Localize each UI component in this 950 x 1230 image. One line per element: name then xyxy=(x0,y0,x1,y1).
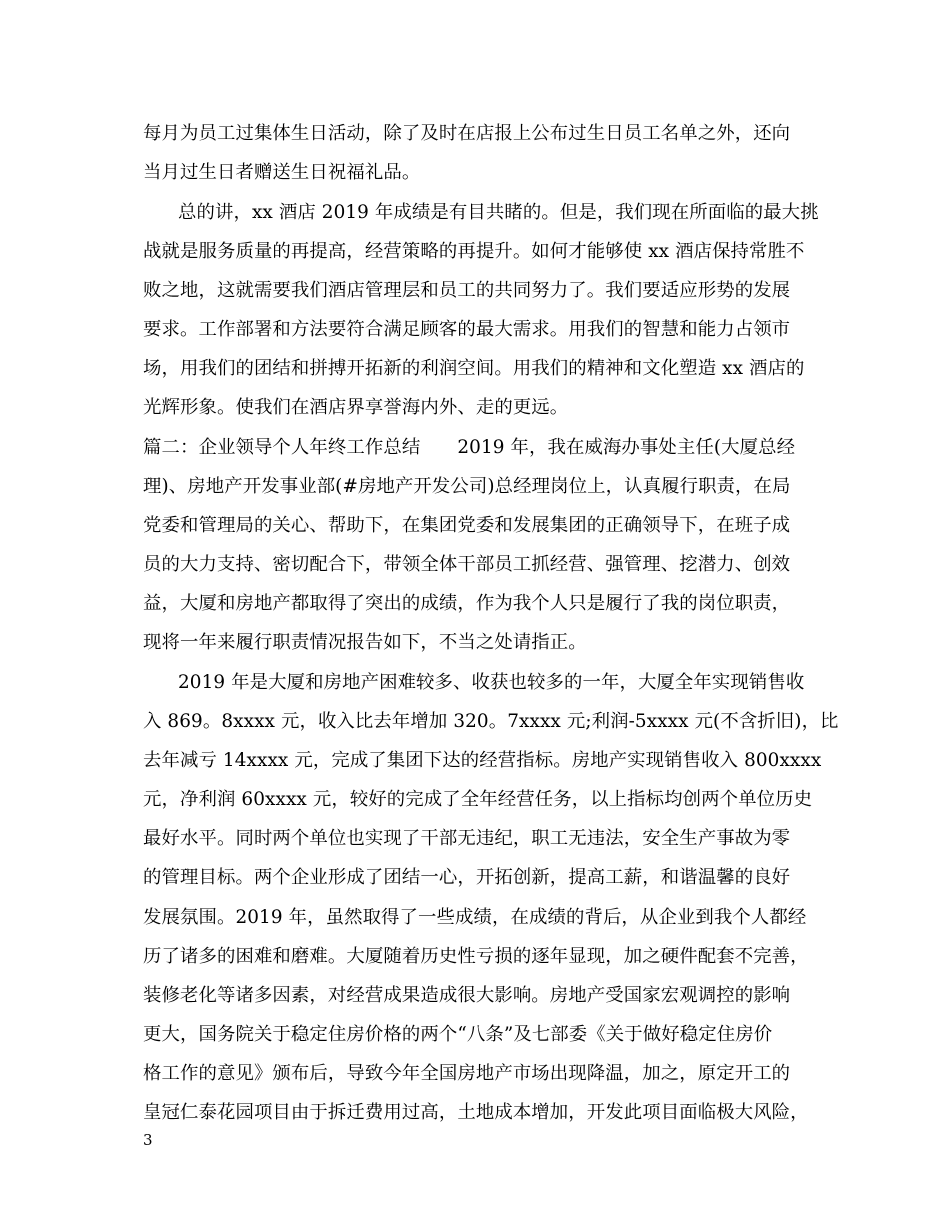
text-line: 元，净利润 60xxxx 元，较好的完成了全年经营任务，以上指标均创两个单位历史 xyxy=(143,789,813,810)
text-line: 光辉形象。使我们在酒店界享誉海内外、走的更远。 xyxy=(143,397,569,418)
text-line: 格工作的意见》颁布后，导致今年全国房地产市场出现降温，加之，原定开工的 xyxy=(143,1063,791,1084)
text-line: 现将一年来履行职责情况报告如下，不当之处请指正。 xyxy=(143,632,587,653)
text-line: 败之地，这就需要我们酒店管理层和员工的共同努力了。我们要适应形势的发展 xyxy=(143,280,791,301)
text-line: 装修老化等诸多因素，对经营成果造成很大影响。房地产受国家宏观调控的影响 xyxy=(143,985,791,1006)
text-line: 入 869。8xxxx 元，收入比去年增加 320。7xxxx 元;利润-5xxxx 元(不含折旧)，比 xyxy=(143,711,839,732)
text-line: 党委和管理局的关心、帮助下，在集团党委和发展集团的正确领导下，在班子成 xyxy=(143,515,791,536)
paragraph-first-line: 2019 年是大厦和房地产困难较多、收获也较多的一年，大厦全年实现销售收 xyxy=(178,672,805,693)
text-line: 益，大厦和房地产都取得了突出的成绩，作为我个人只是履行了我的岗位职责， xyxy=(143,593,791,614)
text-line: 发展氛围。2019 年，虽然取得了一些成绩，在成绩的背后，从企业到我个人都经 xyxy=(143,907,807,928)
text-line: 皇冠仁泰花园项目由于拆迁费用过高，土地成本增加，开发此项目面临极大风险， xyxy=(143,1102,809,1123)
page-number: 3 xyxy=(143,1131,153,1149)
text-line: 战就是服务质量的再提高，经营策略的再提升。如何才能够使 xx 酒店保持常胜不 xyxy=(143,241,805,262)
text-line: 更大，国务院关于稳定住房价格的两个“八条”及七部委《关于做好稳定住房价 xyxy=(143,1024,773,1045)
text-line: 当月过生日者赠送生日祝福礼品。 xyxy=(143,162,421,183)
text-line: 理)、房地产开发事业部(#房地产开发公司)总经理岗位上，认真履行职责，在局 xyxy=(143,476,791,497)
text-line: 场，用我们的团结和拼搏开拓新的利润空间。用我们的精神和文化塑造 xx 酒店的 xyxy=(143,358,805,379)
paragraph-first-line: 总的讲，xx 酒店 2019 年成绩是有目共睹的。但是，我们现在所面临的最大挑 xyxy=(178,202,819,223)
text-line: 最好水平。同时两个单位也实现了干部无违纪，职工无违法，安全生产事故为零 xyxy=(143,828,791,849)
section-heading-line: 篇二：企业领导个人年终工作总结 2019 年，我在威海办事处主任(大厦总经 xyxy=(143,437,796,458)
text-line: 的管理目标。两个企业形成了团结一心，开拓创新，提高工薪，和谐温馨的良好 xyxy=(143,867,791,888)
text-line: 历了诸多的困难和磨难。大厦随着历史性亏损的逐年显现，加之硬件配套不完善， xyxy=(143,946,809,967)
text-line: 去年减亏 14xxxx 元，完成了集团下达的经营指标。房地产实现销售收入 800xxxx xyxy=(143,750,822,771)
text-line: 要求。工作部署和方法要符合满足顾客的最大需求。用我们的智慧和能力占领市 xyxy=(143,319,791,340)
text-line: 每月为员工过集体生日活动，除了及时在店报上公布过生日员工名单之外，还向 xyxy=(143,123,791,144)
text-line: 员的大力支持、密切配合下，带领全体干部员工抓经营、强管理、挖潜力、创效 xyxy=(143,554,791,575)
